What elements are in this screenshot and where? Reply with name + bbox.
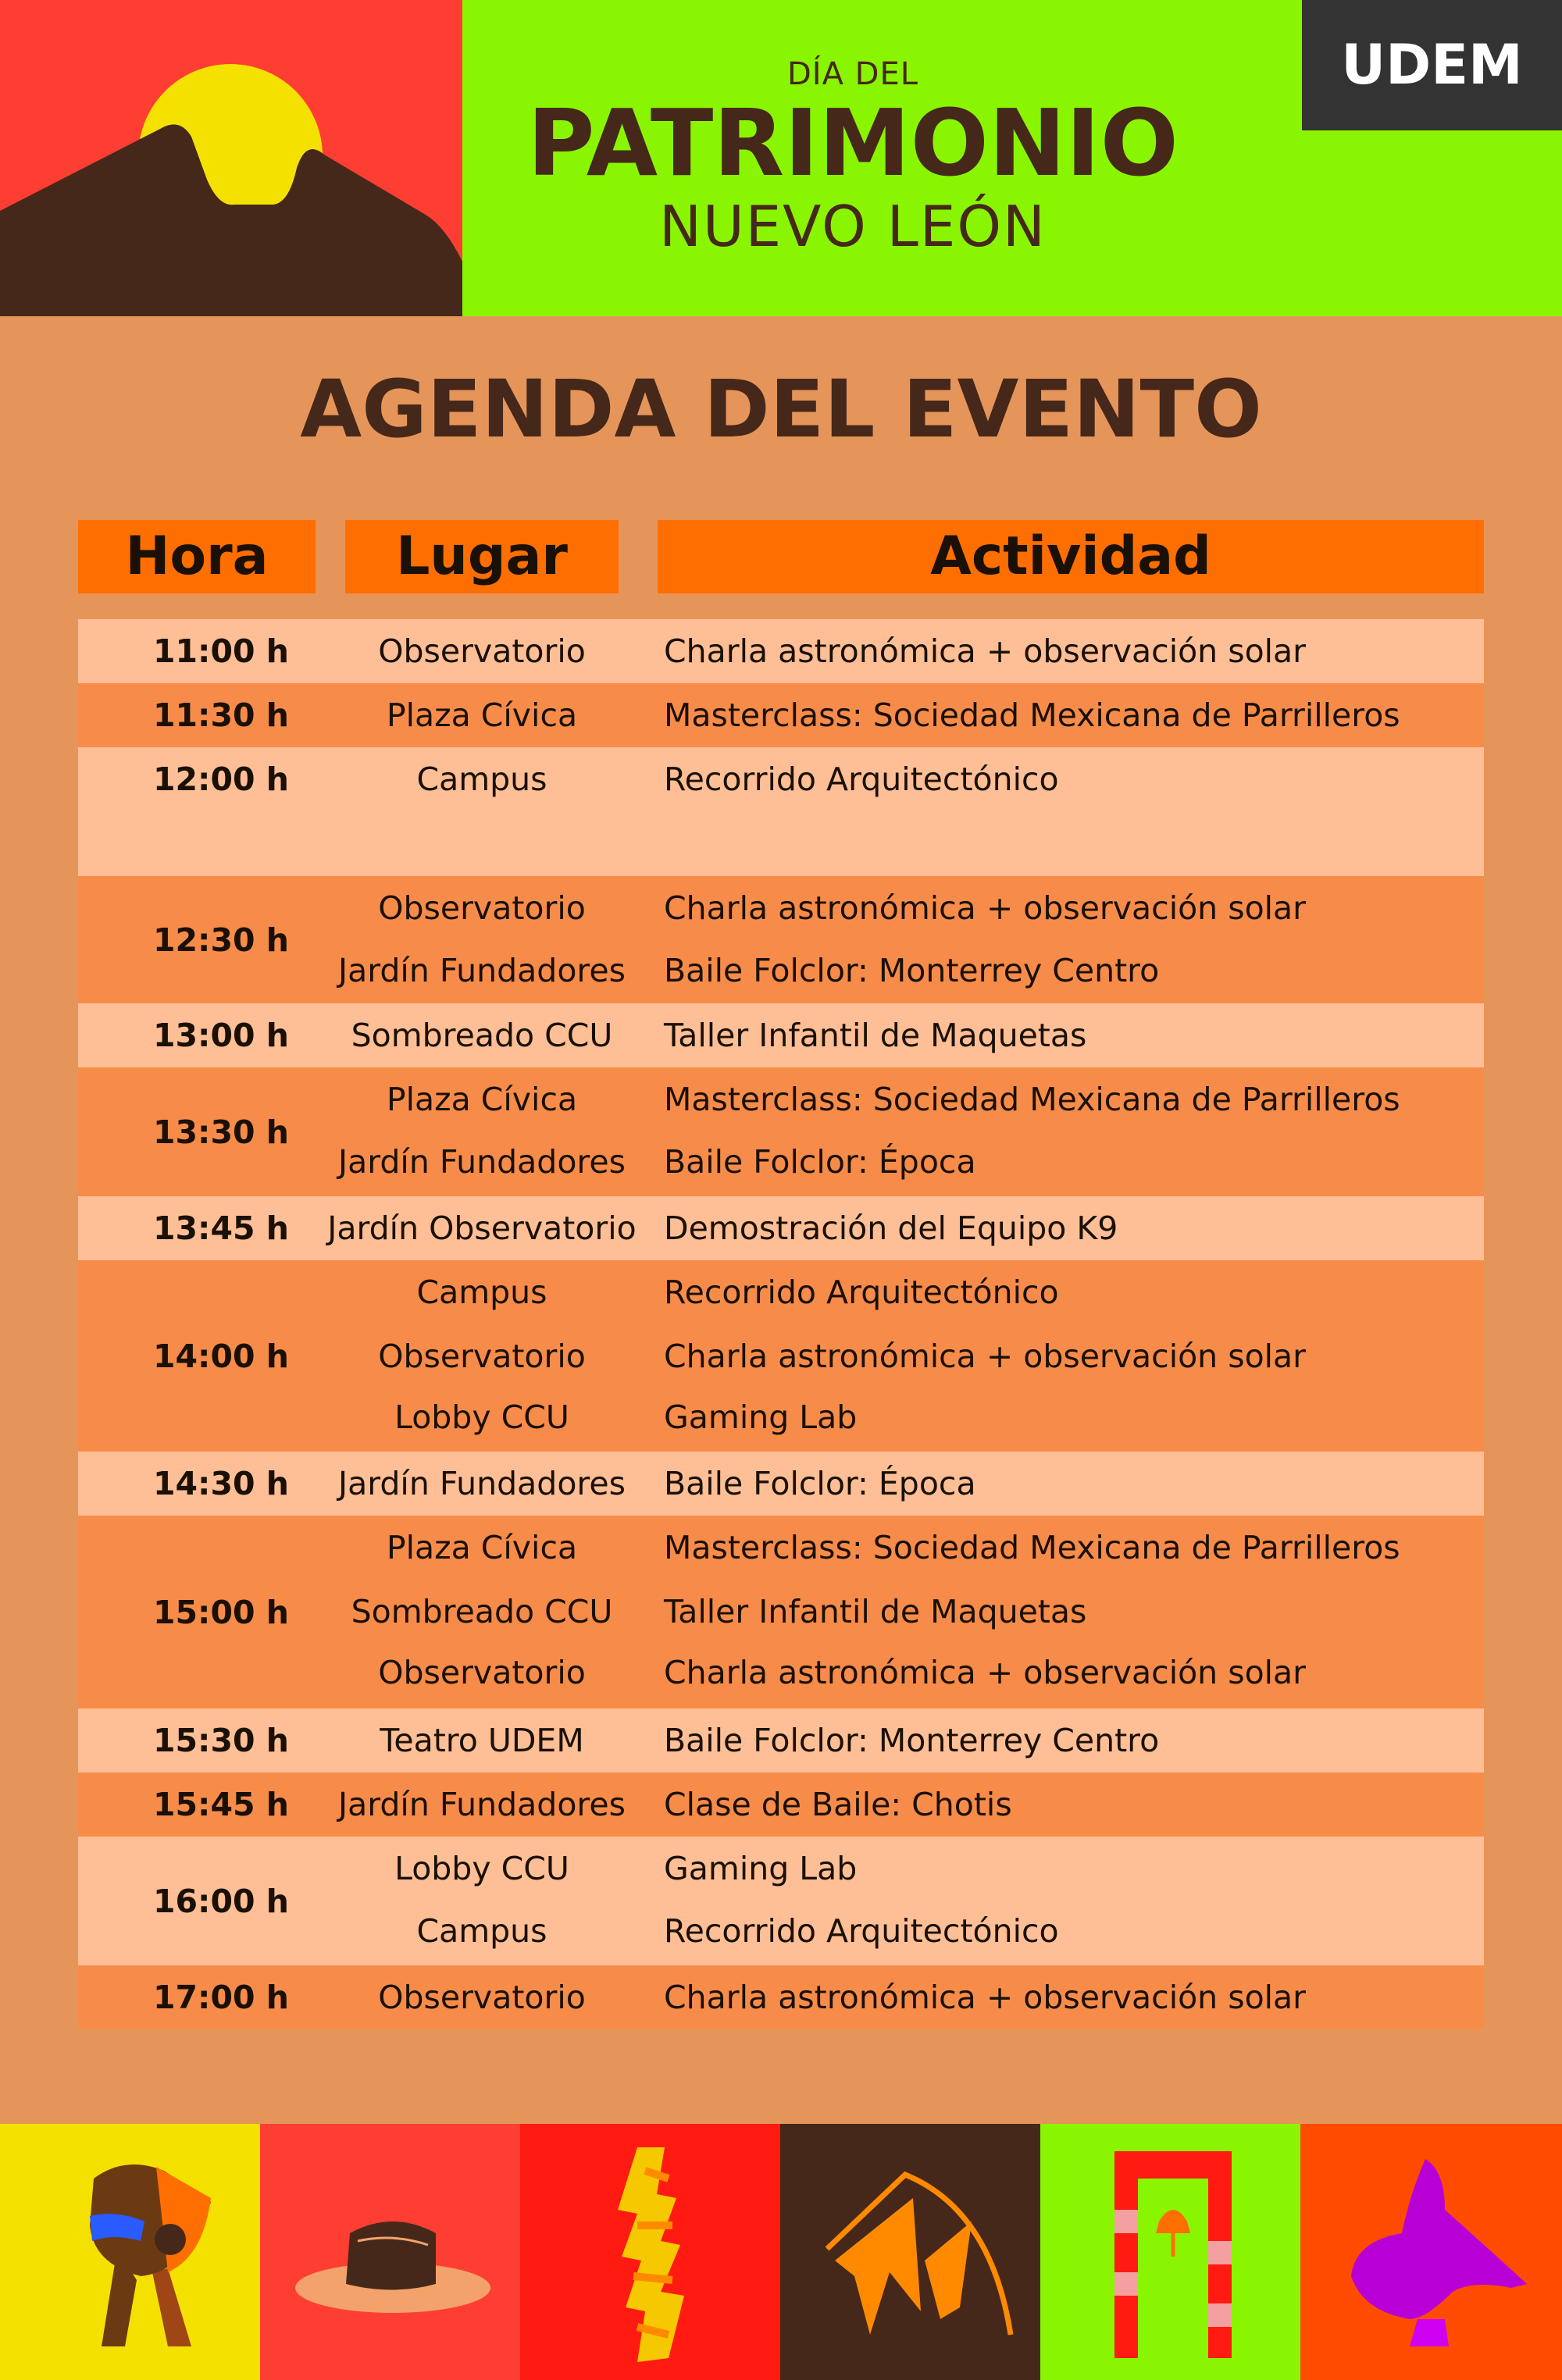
table-row (78, 1965, 1484, 2029)
lugar-cell: Jardín Fundadores (338, 1143, 626, 1181)
sunset-mountain-icon (0, 0, 462, 316)
hora-cell: 16:00 h (153, 1882, 289, 1920)
lugar-cell: Teatro UDEM (380, 1722, 584, 1759)
hora-cell: 15:00 h (153, 1593, 289, 1631)
actividad-cell: Recorrido Arquitectónico (664, 761, 1059, 798)
table-row (78, 683, 1484, 747)
udem-logo: UDEM (1302, 0, 1562, 130)
lugar-cell: Jardín Fundadores (338, 1465, 626, 1502)
agenda-title: AGENDA DEL EVENTO (300, 363, 1262, 456)
table-row (78, 1837, 1484, 1965)
event-header (0, 0, 1562, 316)
column-header-hora: Hora (78, 520, 316, 593)
actividad-cell: Demostración del Equipo K9 (664, 1210, 1118, 1247)
actividad-cell: Recorrido Arquitectónico (664, 1274, 1059, 1311)
hora-cell: 13:30 h (153, 1113, 289, 1151)
observatory-icon (780, 2124, 1040, 2380)
hora-cell: 15:30 h (153, 1722, 289, 1759)
actividad-cell: Charla astronómica + observación solar (664, 1338, 1307, 1375)
column-header-lugar: Lugar (345, 520, 619, 593)
microphone-icon (0, 2124, 260, 2380)
actividad-cell: Baile Folclor: Monterrey Centro (664, 1722, 1160, 1759)
table-row (78, 747, 1484, 876)
lugar-cell: Plaza Cívica (386, 697, 578, 734)
lugar-cell: Observatorio (378, 1979, 586, 2016)
lugar-cell: Plaza Cívica (386, 1529, 578, 1566)
table-row (78, 1773, 1484, 1837)
actividad-cell: Baile Folclor: Monterrey Centro (664, 952, 1160, 989)
lugar-cell: Campus (416, 1274, 547, 1311)
dancer-icon (520, 2124, 780, 2380)
lugar-cell: Campus (416, 1912, 547, 1950)
title-line-2: PATRIMONIO (527, 89, 1179, 197)
lugar-cell: Observatorio (378, 632, 586, 670)
actividad-cell: Charla astronómica + observación solar (664, 1979, 1307, 2016)
lugar-cell: Observatorio (378, 889, 586, 927)
actividad-cell: Clase de Baile: Chotis (664, 1786, 1012, 1823)
hat-icon (260, 2124, 520, 2380)
hora-cell: 13:00 h (153, 1017, 289, 1054)
table-row (78, 1708, 1484, 1773)
hora-cell: 14:00 h (153, 1337, 289, 1375)
hora-cell: 11:00 h (153, 632, 289, 670)
bird-icon (1300, 2124, 1562, 2380)
lugar-cell: Campus (416, 761, 547, 798)
hora-cell: 12:30 h (153, 921, 289, 959)
lugar-cell: Sombreado CCU (351, 1017, 613, 1054)
table-row (78, 619, 1484, 683)
table-row (78, 1452, 1484, 1516)
lugar-cell: Plaza Cívica (386, 1081, 578, 1118)
table-row (78, 1067, 1484, 1196)
hora-cell: 11:30 h (153, 697, 289, 734)
hora-cell: 13:45 h (153, 1210, 289, 1247)
table-row (78, 1003, 1484, 1067)
lugar-cell: Observatorio (378, 1338, 586, 1375)
table-row (78, 1260, 1484, 1452)
lugar-cell: Sombreado CCU (351, 1593, 613, 1630)
actividad-cell: Baile Folclor: Época (664, 1143, 976, 1181)
actividad-cell: Masterclass: Sociedad Mexicana de Parrilleros (664, 1081, 1400, 1118)
hora-cell: 14:30 h (153, 1465, 289, 1502)
table-row (78, 1196, 1484, 1260)
actividad-cell: Gaming Lab (664, 1398, 858, 1436)
actividad-cell: Masterclass: Sociedad Mexicana de Parrilleros (664, 1529, 1400, 1566)
column-header-actividad: Actividad (658, 520, 1484, 593)
actividad-cell: Recorrido Arquitectónico (664, 1912, 1059, 1950)
hora-cell: 17:00 h (153, 1979, 289, 2016)
lugar-cell: Lobby CCU (394, 1850, 569, 1887)
actividad-cell: Taller Infantil de Maquetas (664, 1017, 1087, 1054)
hora-cell: 12:00 h (153, 761, 289, 798)
bell-arch-icon (1040, 2124, 1300, 2380)
lugar-cell: Jardín Observatorio (327, 1210, 637, 1247)
lugar-cell: Jardín Fundadores (338, 1786, 626, 1823)
lugar-cell: Observatorio (378, 1654, 586, 1691)
title-line-3: NUEVO LEÓN (659, 194, 1047, 259)
title-line-1: DÍA DEL (786, 56, 919, 92)
hora-cell: 15:45 h (153, 1786, 289, 1823)
actividad-cell: Charla astronómica + observación solar (664, 1654, 1307, 1691)
actividad-cell: Baile Folclor: Época (664, 1465, 976, 1502)
actividad-cell: Charla astronómica + observación solar (664, 632, 1307, 670)
table-row (78, 876, 1484, 1003)
actividad-cell: Masterclass: Sociedad Mexicana de Parrilleros (664, 697, 1400, 734)
actividad-cell: Charla astronómica + observación solar (664, 889, 1307, 927)
actividad-cell: Gaming Lab (664, 1850, 858, 1887)
table-row (78, 1516, 1484, 1708)
lugar-cell: Jardín Fundadores (338, 952, 626, 989)
actividad-cell: Taller Infantil de Maquetas (664, 1593, 1087, 1630)
lugar-cell: Lobby CCU (394, 1398, 569, 1436)
